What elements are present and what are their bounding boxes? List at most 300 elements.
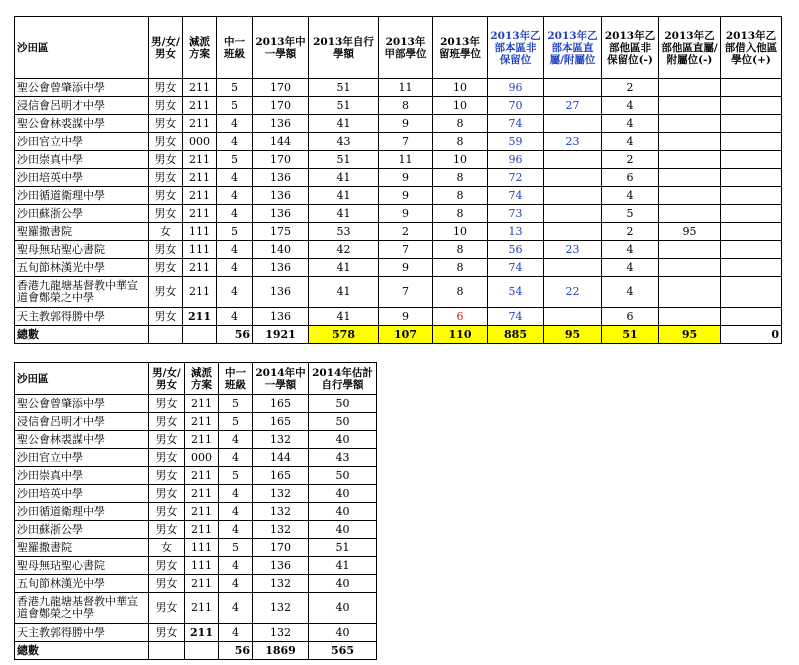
table-cell: 136 xyxy=(253,205,309,223)
table-cell: 170 xyxy=(253,539,309,557)
table-cell: 165 xyxy=(253,467,309,485)
total-cell: 56 xyxy=(217,326,253,344)
table-cell: 男女 xyxy=(149,187,183,205)
table-cell: 41 xyxy=(309,169,379,187)
table-cell: 51 xyxy=(309,151,379,169)
table-cell: 111 xyxy=(183,241,217,259)
table-cell: 40 xyxy=(309,431,377,449)
table-cell: 53 xyxy=(309,223,379,241)
table-cell: 136 xyxy=(253,277,309,308)
total-cell xyxy=(149,326,183,344)
table-cell xyxy=(659,308,721,326)
table-cell: 51 xyxy=(309,97,379,115)
table-cell: 7 xyxy=(379,277,433,308)
school-name-cell: 沙田培英中學 xyxy=(15,169,149,187)
total-label: 總數 xyxy=(15,642,149,660)
table-cell: 5 xyxy=(602,205,659,223)
table-cell: 41 xyxy=(309,259,379,277)
table-cell: 132 xyxy=(253,503,309,521)
table-cell: 男女 xyxy=(149,593,185,624)
table-cell: 4 xyxy=(602,277,659,308)
table-cell: 211 xyxy=(185,467,219,485)
school-name-cell: 香港九龍塘基督教中華宣道會鄭榮之中學 xyxy=(15,593,149,624)
table-cell: 51 xyxy=(309,539,377,557)
table-cell: 男女 xyxy=(149,467,185,485)
header-cell: 男/女/男女 xyxy=(149,17,183,79)
total-cell: 578 xyxy=(309,326,379,344)
table-cell: 40 xyxy=(309,485,377,503)
table-cell: 170 xyxy=(253,151,309,169)
table-cell: 男女 xyxy=(149,79,183,97)
table-cell: 男女 xyxy=(149,241,183,259)
total-cell: 565 xyxy=(309,642,377,660)
table-cell: 211 xyxy=(185,485,219,503)
table-cell: 男女 xyxy=(149,259,183,277)
header-cell: 2013年自行學額 xyxy=(309,17,379,79)
school-name-cell: 沙田官立中學 xyxy=(15,449,149,467)
table-cell: 4 xyxy=(602,97,659,115)
header-cell: 2013年乙部本區非保留位 xyxy=(488,17,544,79)
table-cell: 男女 xyxy=(149,277,183,308)
table-cell: 42 xyxy=(309,241,379,259)
table-cell: 5 xyxy=(217,223,253,241)
total-cell: 110 xyxy=(433,326,488,344)
table-cell: 50 xyxy=(309,467,377,485)
table-cell xyxy=(721,115,782,133)
table-cell xyxy=(659,151,721,169)
header-cell: 中一班級 xyxy=(217,17,253,79)
table-cell: 4 xyxy=(219,503,253,521)
table-cell: 74 xyxy=(488,115,544,133)
table-row xyxy=(15,395,377,413)
total-cell: 1921 xyxy=(253,326,309,344)
table-cell xyxy=(721,277,782,308)
table-row xyxy=(15,539,377,557)
table-cell xyxy=(721,187,782,205)
table-cell: 51 xyxy=(309,79,379,97)
school-name-cell: 聖公會曾肇添中學 xyxy=(15,395,149,413)
table-cell: 5 xyxy=(217,79,253,97)
school-name-cell: 沙田循道衛理中學 xyxy=(15,503,149,521)
table-cell: 男女 xyxy=(149,205,183,223)
table-row xyxy=(15,187,782,205)
table-cell: 2 xyxy=(602,223,659,241)
table-cell: 56 xyxy=(488,241,544,259)
table-cell xyxy=(544,115,602,133)
table-cell: 10 xyxy=(433,97,488,115)
table-row xyxy=(15,308,782,326)
school-name-cell: 聖母無玷聖心書院 xyxy=(15,241,149,259)
table-cell xyxy=(659,277,721,308)
table-cell: 6 xyxy=(433,308,488,326)
table-cell: 8 xyxy=(433,115,488,133)
table-cell: 10 xyxy=(433,79,488,97)
table-row xyxy=(15,151,782,169)
table-cell: 4 xyxy=(219,557,253,575)
table-row xyxy=(15,223,782,241)
table-cell: 211 xyxy=(185,624,219,642)
table-row xyxy=(15,79,782,97)
table-cell: 95 xyxy=(659,223,721,241)
table-cell xyxy=(721,259,782,277)
table-cell: 8 xyxy=(433,187,488,205)
table-cell xyxy=(721,308,782,326)
table-cell: 9 xyxy=(379,259,433,277)
school-name-cell: 聖羅撒書院 xyxy=(15,223,149,241)
table-cell: 4 xyxy=(219,575,253,593)
total-cell: 0 xyxy=(721,326,782,344)
school-name-cell: 沙田崇真中學 xyxy=(15,467,149,485)
table-cell: 211 xyxy=(185,431,219,449)
table-cell: 72 xyxy=(488,169,544,187)
total-cell: 1869 xyxy=(253,642,309,660)
table-row xyxy=(15,575,377,593)
table-cell: 144 xyxy=(253,133,309,151)
table-cell: 5 xyxy=(219,395,253,413)
table-cell: 40 xyxy=(309,521,377,539)
school-name-cell: 聖公會曾肇添中學 xyxy=(15,79,149,97)
table-cell: 7 xyxy=(379,133,433,151)
table-cell xyxy=(659,259,721,277)
table-cell: 男女 xyxy=(149,97,183,115)
table-cell: 70 xyxy=(488,97,544,115)
table-row xyxy=(15,169,782,187)
table-row xyxy=(15,241,782,259)
table-cell: 140 xyxy=(253,241,309,259)
table-cell: 5 xyxy=(217,151,253,169)
table-cell: 8 xyxy=(433,259,488,277)
school-name-cell: 聖公會林裘謀中學 xyxy=(15,431,149,449)
table-cell xyxy=(659,169,721,187)
table-cell xyxy=(544,169,602,187)
table-row xyxy=(15,205,782,223)
table-cell: 男女 xyxy=(149,413,185,431)
table-cell: 4 xyxy=(219,431,253,449)
total-cell: 56 xyxy=(219,642,253,660)
table-row xyxy=(15,624,377,642)
table-cell: 41 xyxy=(309,115,379,133)
total-label: 總數 xyxy=(15,326,149,344)
table-cell: 165 xyxy=(253,395,309,413)
table-cell: 211 xyxy=(185,521,219,539)
table-cell xyxy=(659,205,721,223)
table-cell: 9 xyxy=(379,205,433,223)
table-cell: 40 xyxy=(309,624,377,642)
table-cell: 41 xyxy=(309,205,379,223)
table-2014-allocation xyxy=(14,362,377,660)
table-cell xyxy=(544,308,602,326)
table-cell: 2 xyxy=(379,223,433,241)
table-cell: 13 xyxy=(488,223,544,241)
header-cell: 2013年乙部借入他區學位(+) xyxy=(721,17,782,79)
table-cell: 136 xyxy=(253,187,309,205)
table-cell: 男女 xyxy=(149,308,183,326)
table-cell xyxy=(659,115,721,133)
header-cell: 減派方案 xyxy=(183,17,217,79)
table-cell: 男女 xyxy=(149,503,185,521)
table-row xyxy=(15,431,377,449)
table-cell: 4 xyxy=(219,521,253,539)
school-name-cell: 沙田崇真中學 xyxy=(15,151,149,169)
table-cell: 8 xyxy=(379,97,433,115)
table-row xyxy=(15,133,782,151)
table-cell: 211 xyxy=(183,79,217,97)
table-cell xyxy=(544,187,602,205)
table-cell: 9 xyxy=(379,115,433,133)
table-cell: 136 xyxy=(253,169,309,187)
table-row xyxy=(15,413,377,431)
table-cell: 6 xyxy=(602,169,659,187)
table-cell xyxy=(721,223,782,241)
table-cell: 132 xyxy=(253,624,309,642)
school-name-cell: 天主教郭得勝中學 xyxy=(15,624,149,642)
header-cell: 減派方案 xyxy=(185,363,219,395)
school-name-cell: 沙田循道衛理中學 xyxy=(15,187,149,205)
total-cell: 107 xyxy=(379,326,433,344)
school-name-cell: 沙田蘇浙公學 xyxy=(15,205,149,223)
table-cell: 73 xyxy=(488,205,544,223)
header-cell: 男/女/男女 xyxy=(149,363,185,395)
table-cell: 96 xyxy=(488,79,544,97)
table-cell: 女 xyxy=(149,539,185,557)
header-cell: 中一班級 xyxy=(219,363,253,395)
table-cell: 132 xyxy=(253,431,309,449)
table-cell: 男女 xyxy=(149,624,185,642)
table-cell: 5 xyxy=(219,539,253,557)
table-cell: 211 xyxy=(183,187,217,205)
table-cell xyxy=(721,241,782,259)
table-cell: 175 xyxy=(253,223,309,241)
table-row xyxy=(15,449,377,467)
table-cell: 74 xyxy=(488,308,544,326)
table-row xyxy=(15,593,377,624)
table-cell: 41 xyxy=(309,557,377,575)
table-cell: 43 xyxy=(309,133,379,151)
school-name-cell: 天主教郭得勝中學 xyxy=(15,308,149,326)
header-cell: 2013年中一學額 xyxy=(253,17,309,79)
table-cell: 50 xyxy=(309,395,377,413)
table-cell: 4 xyxy=(602,187,659,205)
header-cell: 2013年乙部他區非保留位(-) xyxy=(602,17,659,79)
table-cell: 男女 xyxy=(149,395,185,413)
header-cell: 沙田區 xyxy=(15,17,149,79)
table-cell: 男女 xyxy=(149,169,183,187)
school-name-cell: 聖羅撒書院 xyxy=(15,539,149,557)
table-cell: 41 xyxy=(309,277,379,308)
table-cell: 111 xyxy=(185,557,219,575)
table-cell: 9 xyxy=(379,169,433,187)
table-cell xyxy=(721,97,782,115)
table-cell: 9 xyxy=(379,187,433,205)
table-cell: 4 xyxy=(217,241,253,259)
total-cell xyxy=(149,642,185,660)
table-cell xyxy=(659,97,721,115)
table-row xyxy=(15,277,782,308)
table-cell: 211 xyxy=(183,115,217,133)
table-cell: 4 xyxy=(602,133,659,151)
table-cell: 男女 xyxy=(149,115,183,133)
table-cell: 165 xyxy=(253,413,309,431)
table-cell: 4 xyxy=(217,169,253,187)
table-cell: 43 xyxy=(309,449,377,467)
table-cell: 男女 xyxy=(149,557,185,575)
table-cell: 211 xyxy=(185,395,219,413)
table-cell: 4 xyxy=(217,187,253,205)
table-row xyxy=(15,503,377,521)
table-cell: 10 xyxy=(433,151,488,169)
header-cell: 2013年甲部學位 xyxy=(379,17,433,79)
table-cell: 132 xyxy=(253,593,309,624)
table-cell: 59 xyxy=(488,133,544,151)
table-row xyxy=(15,557,377,575)
table-cell xyxy=(721,169,782,187)
table-cell xyxy=(721,151,782,169)
total-cell: 95 xyxy=(659,326,721,344)
table-cell: 211 xyxy=(185,503,219,521)
table-cell: 7 xyxy=(379,241,433,259)
table-cell: 4 xyxy=(219,485,253,503)
table-cell: 5 xyxy=(219,413,253,431)
table-cell: 136 xyxy=(253,259,309,277)
table-cell: 男女 xyxy=(149,133,183,151)
table-total-row xyxy=(15,642,377,660)
table-cell: 4 xyxy=(602,115,659,133)
table-cell xyxy=(544,259,602,277)
table-cell: 96 xyxy=(488,151,544,169)
school-name-cell: 沙田蘇浙公學 xyxy=(15,521,149,539)
header-cell: 2014年估計自行學額 xyxy=(309,363,377,395)
header-cell: 沙田區 xyxy=(15,363,149,395)
table-cell: 111 xyxy=(183,223,217,241)
table-cell: 8 xyxy=(433,169,488,187)
table-cell: 211 xyxy=(183,205,217,223)
table-cell: 000 xyxy=(183,133,217,151)
table-cell: 4 xyxy=(217,277,253,308)
table-cell: 27 xyxy=(544,97,602,115)
table-cell: 41 xyxy=(309,308,379,326)
school-name-cell: 五旬節林漢光中學 xyxy=(15,259,149,277)
table-cell: 74 xyxy=(488,259,544,277)
table-cell: 男女 xyxy=(149,485,185,503)
table-cell: 4 xyxy=(217,133,253,151)
table-cell: 170 xyxy=(253,97,309,115)
table-cell: 4 xyxy=(219,593,253,624)
total-cell: 51 xyxy=(602,326,659,344)
table-cell: 女 xyxy=(149,223,183,241)
table-cell: 11 xyxy=(379,151,433,169)
school-name-cell: 五旬節林漢光中學 xyxy=(15,575,149,593)
table-cell xyxy=(544,151,602,169)
table-cell: 4 xyxy=(219,624,253,642)
table-cell: 8 xyxy=(433,277,488,308)
table-cell xyxy=(544,79,602,97)
table-cell: 8 xyxy=(433,133,488,151)
table-cell: 211 xyxy=(185,413,219,431)
table-cell: 136 xyxy=(253,308,309,326)
table-cell: 6 xyxy=(602,308,659,326)
table-cell xyxy=(544,205,602,223)
table-row xyxy=(15,521,377,539)
table-cell: 74 xyxy=(488,187,544,205)
school-name-cell: 浸信會呂明才中學 xyxy=(15,413,149,431)
table-row xyxy=(15,259,782,277)
total-cell: 885 xyxy=(488,326,544,344)
school-name-cell: 聖公會林裘謀中學 xyxy=(15,115,149,133)
table-cell: 4 xyxy=(219,449,253,467)
table-row xyxy=(15,115,782,133)
header-cell: 2013年乙部本區直屬/附屬位 xyxy=(544,17,602,79)
table-cell: 23 xyxy=(544,241,602,259)
table-cell xyxy=(721,205,782,223)
table-cell: 211 xyxy=(183,277,217,308)
table-cell: 211 xyxy=(183,97,217,115)
table-cell: 男女 xyxy=(149,575,185,593)
header-cell: 2014年中一學額 xyxy=(253,363,309,395)
total-cell xyxy=(185,642,219,660)
table-cell: 4 xyxy=(217,308,253,326)
school-name-cell: 沙田培英中學 xyxy=(15,485,149,503)
table-cell: 211 xyxy=(185,593,219,624)
table-cell: 211 xyxy=(183,151,217,169)
table-cell xyxy=(721,133,782,151)
table-cell: 4 xyxy=(602,241,659,259)
header-cell: 2013年留班學位 xyxy=(433,17,488,79)
table-header-row xyxy=(15,363,377,395)
table-cell xyxy=(659,133,721,151)
table-cell: 211 xyxy=(183,169,217,187)
table-cell: 11 xyxy=(379,79,433,97)
school-name-cell: 香港九龍塘基督教中華宣道會鄭榮之中學 xyxy=(15,277,149,308)
school-name-cell: 聖母無玷聖心書院 xyxy=(15,557,149,575)
table-cell: 000 xyxy=(185,449,219,467)
table-cell: 40 xyxy=(309,503,377,521)
table-cell: 男女 xyxy=(149,431,185,449)
table-total-row xyxy=(15,326,782,344)
table-cell xyxy=(544,223,602,241)
table-2013-allocation xyxy=(14,16,782,344)
table-cell: 211 xyxy=(183,259,217,277)
table-cell: 40 xyxy=(309,575,377,593)
table-cell xyxy=(721,79,782,97)
table-cell: 4 xyxy=(602,259,659,277)
table-cell: 5 xyxy=(219,467,253,485)
table-cell: 10 xyxy=(433,223,488,241)
table-row xyxy=(15,467,377,485)
table-cell: 132 xyxy=(253,485,309,503)
table-cell: 136 xyxy=(253,557,309,575)
table-cell: 8 xyxy=(433,205,488,223)
table-cell: 22 xyxy=(544,277,602,308)
table-cell: 54 xyxy=(488,277,544,308)
table-cell: 8 xyxy=(433,241,488,259)
total-cell: 95 xyxy=(544,326,602,344)
table-cell: 211 xyxy=(185,575,219,593)
table-cell: 136 xyxy=(253,115,309,133)
table-cell: 132 xyxy=(253,575,309,593)
table-cell: 4 xyxy=(217,205,253,223)
table-cell: 50 xyxy=(309,413,377,431)
table-cell xyxy=(659,79,721,97)
table-row xyxy=(15,97,782,115)
table-cell xyxy=(659,187,721,205)
table-cell: 144 xyxy=(253,449,309,467)
school-name-cell: 浸信會呂明才中學 xyxy=(15,97,149,115)
table-cell: 4 xyxy=(217,259,253,277)
table-cell xyxy=(659,241,721,259)
table-header-row xyxy=(15,17,782,79)
school-name-cell: 沙田官立中學 xyxy=(15,133,149,151)
total-cell xyxy=(183,326,217,344)
